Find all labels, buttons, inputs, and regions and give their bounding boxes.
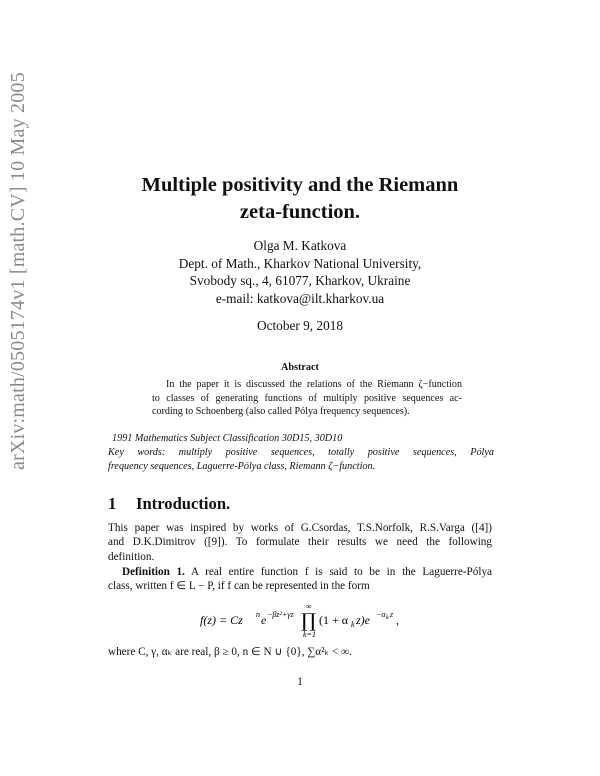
paragraph-line: This paper was inspired by works of G.Csordas, T.S.Norfolk, R.S.Varga ([4]) [108, 522, 492, 534]
author-affiliation: Dept. of Math., Kharkov National University, [178, 255, 422, 271]
paper-title [60, 172, 540, 226]
section-heading [108, 494, 230, 514]
arxiv-identifier-stamp: arXiv:math/0505174v1 [math.CV] 10 May 2005 [7, 72, 29, 470]
definition-label: Definition 1. [122, 566, 185, 578]
definition-text: A real entire function f is said to be in the Laguerre-Pólya [184, 566, 493, 578]
formula-trail: , [396, 613, 399, 627]
author-email[interactable]: e-mail: katkova@ilt.kharkov.ua [215, 290, 385, 306]
paper-date: October 9, 2018 [256, 318, 344, 333]
formula-prod-upper: ∞ [306, 604, 312, 611]
page-number: 1 [297, 676, 303, 688]
abstract-line: In the paper it is discussed the relations of the Riemann ζ−function [166, 379, 462, 390]
formula-factor: (1 + α [319, 613, 349, 627]
author-address: Svobody sq., 4, 61077, Kharkov, Ukraine [189, 273, 411, 289]
definition-line-1 [108, 565, 492, 579]
title-line-1: Multiple positivity and the Riemann [141, 174, 459, 196]
abstract-line: cording to Schoenberg (also called Pólya frequency sequences). [152, 406, 410, 418]
keywords-line: frequency sequences, Laguerre-Pólya class, Riemann ζ−function. [108, 460, 376, 472]
formula-sub-k: k [351, 620, 355, 629]
author-block [60, 237, 540, 307]
paragraph-line: definition. [108, 550, 155, 563]
formula-exp1: −βz²+γz [267, 610, 294, 619]
formula-n-exponent: n [256, 610, 260, 619]
formula-prod-lower: k=1 [303, 630, 316, 639]
msc-classification: 1991 Mathematics Subject Classification 30D15, 30D10 [112, 433, 343, 444]
title-line-2: zeta-function. [239, 201, 361, 223]
abstract-heading: Abstract [281, 362, 319, 373]
keywords [108, 446, 494, 474]
formula-exp2-end: z [390, 610, 394, 619]
formula-e1: e [261, 613, 267, 627]
formula-conditions: where C, γ, αₖ are real, β ≥ 0, n ∈ N ∪ {0}, ∑α²ₖ < ∞. [108, 646, 352, 658]
laguerre-polya-formula [200, 604, 420, 644]
abstract-line: to classes of generating functions of multiply positive sequences ac- [152, 392, 462, 404]
intro-paragraph [108, 521, 492, 564]
paragraph-line: and D.K.Dimitrov ([9]). To formulate their results we need the following [108, 536, 492, 549]
formula-prod-symbol: ∏ [301, 610, 317, 632]
formula-factor-end: z)e [356, 613, 370, 627]
formula-exp2: −α [376, 610, 386, 619]
author-name: Olga M. Katkova [253, 238, 347, 253]
abstract-body [152, 378, 462, 419]
section-number: 1 [108, 494, 117, 513]
formula-lhs: f(z) = Cz [200, 613, 243, 627]
definition-paragraph [108, 565, 492, 594]
formula-exp2-sub: k [386, 615, 389, 621]
keywords-line: Key words: multiply positive sequences, totally positive sequences, Pólya [108, 447, 494, 458]
section-title: Introduction. [136, 494, 231, 513]
definition-line-2: class, written f ∈ L − P, if f can be represented in the form [108, 580, 370, 593]
